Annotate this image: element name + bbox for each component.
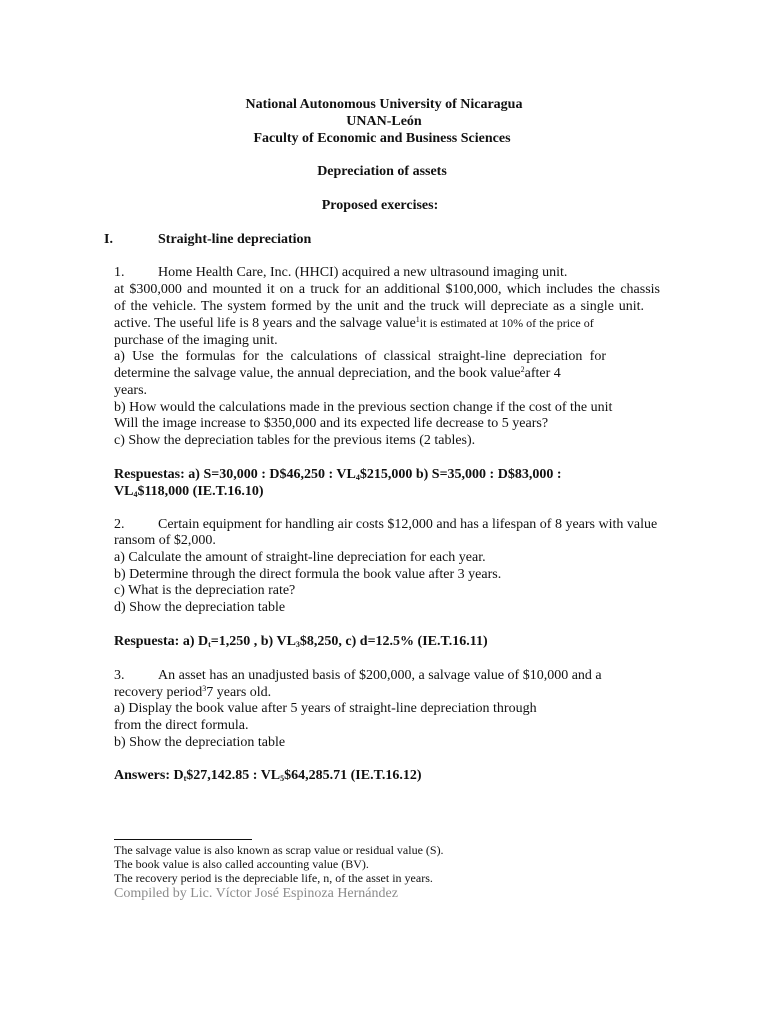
exercise-3-number: 3. [114, 668, 125, 683]
exercise-2-line: b) Determine through the direct formula the book value after 3 years. [114, 567, 502, 582]
exercise-1-line: active. The useful life is 8 years and the salvage value$^1$it is estimated at 10% of the price of [114, 315, 594, 331]
compiled-by: Compiled by Lic. Víctor José Espinoza Hernández [114, 886, 398, 901]
exercise-1-line: c) Show the depreciation tables for the previous items (2 tables). [114, 433, 476, 448]
exercise-1-line: determine the salvage value, the annual depreciation, and the book value$^2$after 4 [114, 365, 561, 381]
campus-name: UNAN-León [346, 114, 422, 129]
exercise-1-line: a) Use the formulas for the calculations of classical straight-line depreciation for [114, 349, 606, 364]
document-topic: Depreciation of assets [317, 164, 447, 179]
university-name: National Autonomous University of Nicaragua [245, 97, 523, 112]
exercise-1-answers: Respuestas: a) S=30,000 : D$46,250 : $VL_4\$215,000$ b) S=35,000 : D$83,000 : [114, 467, 562, 482]
exercise-1-line: Home Health Care, Inc. (HHCI) acquired a new ultrasound imaging unit. [158, 265, 568, 280]
exercise-3-line: from the direct formula. [114, 718, 249, 733]
section-title: Straight-line depreciation [158, 232, 312, 247]
exercise-2-answers: Respuesta: a) $D_t=1,250$ , b) $VL_3\$8,250$, c) d=12.5% (IE.T.16.11) [114, 634, 488, 649]
exercise-2-number: 2. [114, 517, 125, 532]
exercise-3-line: An asset has an unadjusted basis of $200,000, a salvage value of $10,000 and a [158, 668, 602, 683]
footnote-3: The recovery period is the depreciable life, n, of the asset in years. [114, 871, 433, 885]
exercise-2-line: c) What is the depreciation rate? [114, 583, 296, 598]
section-number: I. [104, 232, 113, 247]
document-subtitle: Proposed exercises: [321, 198, 439, 213]
faculty-name: Faculty of Economic and Business Sciences [253, 131, 511, 146]
exercise-1-line: Will the image increase to $350,000 and its expected life decrease to 5 years? [114, 416, 549, 431]
footnote-2: The book value is also called accounting value (BV). [114, 857, 369, 871]
exercise-2-line: ransom of $2,000. [114, 533, 216, 548]
exercise-2-line: d) Show the depreciation table [114, 600, 286, 615]
exercise-2-line: a) Calculate the amount of straight-line depreciation for each year. [114, 550, 486, 565]
exercise-2-line: Certain equipment for handling air costs $12,000 and has a lifespan of 8 years with value [158, 517, 658, 532]
exercise-1-line: b) How would the calculations made in the previous section change if the cost of the unit [114, 400, 613, 415]
exercise-1-line: at $300,000 and mounted it on a truck for an additional $100,000, which includes the chassis [114, 282, 660, 297]
footnote-1: The salvage value is also known as scrap value or residual value (S). [114, 843, 444, 857]
exercise-1-line: years. [114, 383, 148, 398]
exercise-1-number: 1. [114, 265, 125, 280]
exercise-3-line: a) Display the book value after 5 years of straight-line depreciation through [114, 701, 537, 716]
exercise-1-answers-cont: $VL_4\$118,000$ (IE.T.16.10) [114, 484, 264, 499]
footnote-separator [114, 839, 252, 840]
exercise-3-answers: Answers: $D_t\$27,142.85$ : $VL_5\$64,285.71$ (IE.T.16.12) [114, 768, 422, 783]
exercise-3-line: b) Show the depreciation table [114, 735, 286, 750]
exercise-1-line: purchase of the imaging unit. [114, 333, 278, 348]
exercise-3-line: recovery period$^3$7 years old. [114, 684, 272, 700]
exercise-1-line: of the vehicle. The system formed by the unit and the truck will depreciate as a single unit. [114, 299, 644, 314]
